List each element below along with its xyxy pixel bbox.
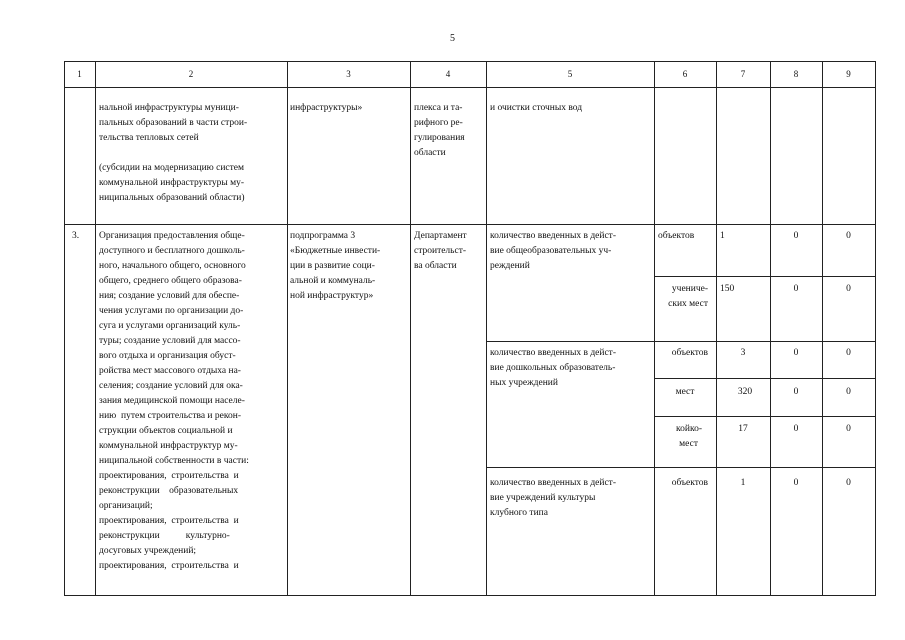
column-header: 3: [346, 69, 351, 79]
cell-text: нию путем строительства и рекон-: [99, 411, 241, 421]
cell-text: доступного и бесплатного дошколь-: [99, 246, 245, 256]
cell-text: тельства тепловых сетей: [99, 133, 199, 143]
unit-label: мест: [679, 439, 698, 449]
column-line: [822, 61, 823, 596]
column-header: 9: [846, 69, 851, 79]
value-col9: 0: [846, 348, 851, 358]
cell-text: альной и коммуналь-: [290, 276, 376, 286]
column-header: 6: [682, 69, 688, 79]
cell-text: инфраструктуры»: [290, 103, 363, 113]
cell-text: «Бюджетные инвести-: [290, 246, 381, 256]
column-header: 2: [188, 69, 194, 79]
value-col7: 1: [720, 231, 725, 241]
cell-text: гулирования: [414, 133, 465, 143]
unit-label: объектов: [671, 478, 708, 488]
cell-text: пальных образований в части строи-: [99, 118, 248, 128]
column-header: 8: [793, 69, 799, 79]
cell-text: досуговых учреждений;: [99, 546, 197, 556]
indicator-name: количество введенных в дейст-: [490, 231, 616, 241]
column-line: [875, 61, 876, 596]
cell-text: ного, начального общего, основного: [99, 261, 246, 271]
cell-text: струкции объектов социальной и: [99, 426, 233, 436]
indicator-separator: [486, 341, 875, 342]
cell-text: общего, среднего общего образова-: [99, 276, 242, 286]
cell-text: ции в развитие соци-: [290, 261, 375, 271]
column-header: 7: [740, 69, 746, 79]
column-header: 4: [445, 69, 451, 79]
value-col9: 0: [846, 424, 851, 434]
value-col7: 150: [720, 284, 735, 294]
row-number: 3.: [72, 231, 80, 241]
cell-text: строительст-: [414, 246, 467, 256]
cell-text: ниципальной собственности в части:: [99, 456, 249, 466]
cell-text: коммунальной инфраструктуры му-: [99, 178, 245, 188]
cell-text: плекса и та-: [414, 103, 463, 113]
column-header: 1: [77, 69, 82, 79]
indicator-separator: [486, 467, 875, 468]
cell-text: подпрограмма 3: [290, 231, 356, 241]
value-col9: 0: [846, 478, 851, 488]
cell-text: и очистки сточных вод: [490, 103, 583, 113]
header-separator: [64, 87, 875, 88]
table-bottom-border: [64, 595, 875, 596]
value-col8: 0: [793, 424, 799, 434]
column-header: 5: [567, 69, 573, 79]
cell-text: ва области: [414, 261, 457, 271]
cell-text: чения услугами по организации до-: [99, 306, 244, 316]
column-line: [486, 61, 487, 596]
table-top-border: [64, 61, 875, 62]
indicator-name: вие учреждений культуры: [490, 493, 596, 503]
unit-label: объектов: [671, 348, 708, 358]
indicator-name: ных учреждений: [490, 378, 558, 388]
value-col9: 0: [846, 284, 851, 294]
value-col9: 0: [846, 387, 851, 397]
cell-text: коммунальной инфраструктур му-: [99, 441, 238, 451]
column-line: [654, 61, 655, 596]
cell-text: рифного ре-: [414, 118, 463, 128]
cell-text: селения; создание условий для ока-: [99, 381, 243, 391]
column-line: [770, 61, 771, 596]
cell-text: ниципальных образований области): [99, 193, 245, 203]
value-col7: 320: [737, 387, 753, 397]
cell-text: (субсидии на модернизацию систем: [99, 163, 245, 173]
cell-text: суга и услугами организаций куль-: [99, 321, 241, 331]
cell-text: зания медицинской помощи населе-: [99, 396, 245, 406]
indicator-name: реждений: [490, 261, 530, 271]
column-line: [410, 61, 411, 596]
indicator-name: количество введенных в дейст-: [490, 478, 616, 488]
unit-label: учениче-: [671, 284, 708, 294]
column-line: [95, 61, 96, 596]
value-col7: 3: [740, 348, 746, 358]
unit-label: ских мест: [668, 299, 708, 309]
cell-text: ройства мест массового отдыха на-: [99, 366, 241, 376]
page-number: 5: [450, 33, 455, 44]
cell-text: ной инфраструктур»: [290, 291, 374, 301]
cell-text: реконструкции образовательных: [99, 486, 239, 496]
value-col9: 0: [846, 231, 851, 241]
value-col8: 0: [793, 284, 799, 294]
column-line: [716, 61, 717, 596]
cell-text: проектирования, строительства и: [99, 516, 239, 526]
value-col8: 0: [793, 478, 799, 488]
unit-separator: [654, 378, 875, 379]
column-line: [64, 61, 65, 596]
cell-text: организаций;: [99, 501, 153, 511]
unit-label: койко-: [675, 424, 702, 434]
cell-text: проектирования, строительства и: [99, 561, 239, 571]
cell-text: вого отдыха и организация обуст-: [99, 351, 236, 361]
cell-text: Департамент: [414, 231, 467, 241]
indicator-name: клубного типа: [490, 508, 548, 518]
value-col8: 0: [793, 387, 799, 397]
indicator-name: вие дошкольных образователь-: [490, 363, 616, 373]
cell-text: нальной инфраструктуры муници-: [99, 103, 239, 113]
cell-text: проектирования, строительства и: [99, 471, 239, 481]
cell-text: ния; создание условий для обеспе-: [99, 291, 240, 301]
indicator-name: вие общеобразовательных уч-: [490, 246, 612, 256]
unit-separator: [654, 416, 875, 417]
value-col8: 0: [793, 231, 799, 241]
column-line: [287, 61, 288, 596]
value-col7: 17: [738, 424, 748, 434]
unit-separator: [654, 276, 875, 277]
cell-text: туры; создание условий для массо-: [99, 336, 241, 346]
cell-text: реконструкции культурно-: [99, 531, 230, 541]
cell-text: Организация предоставления обще-: [99, 231, 245, 241]
cell-text: области: [414, 148, 446, 158]
unit-label: мест: [675, 387, 695, 397]
row-separator: [64, 224, 875, 225]
unit-label: объектов: [658, 231, 695, 241]
indicator-name: количество введенных в дейст-: [490, 348, 616, 358]
value-col7: 1: [740, 478, 746, 488]
value-col8: 0: [793, 348, 799, 358]
